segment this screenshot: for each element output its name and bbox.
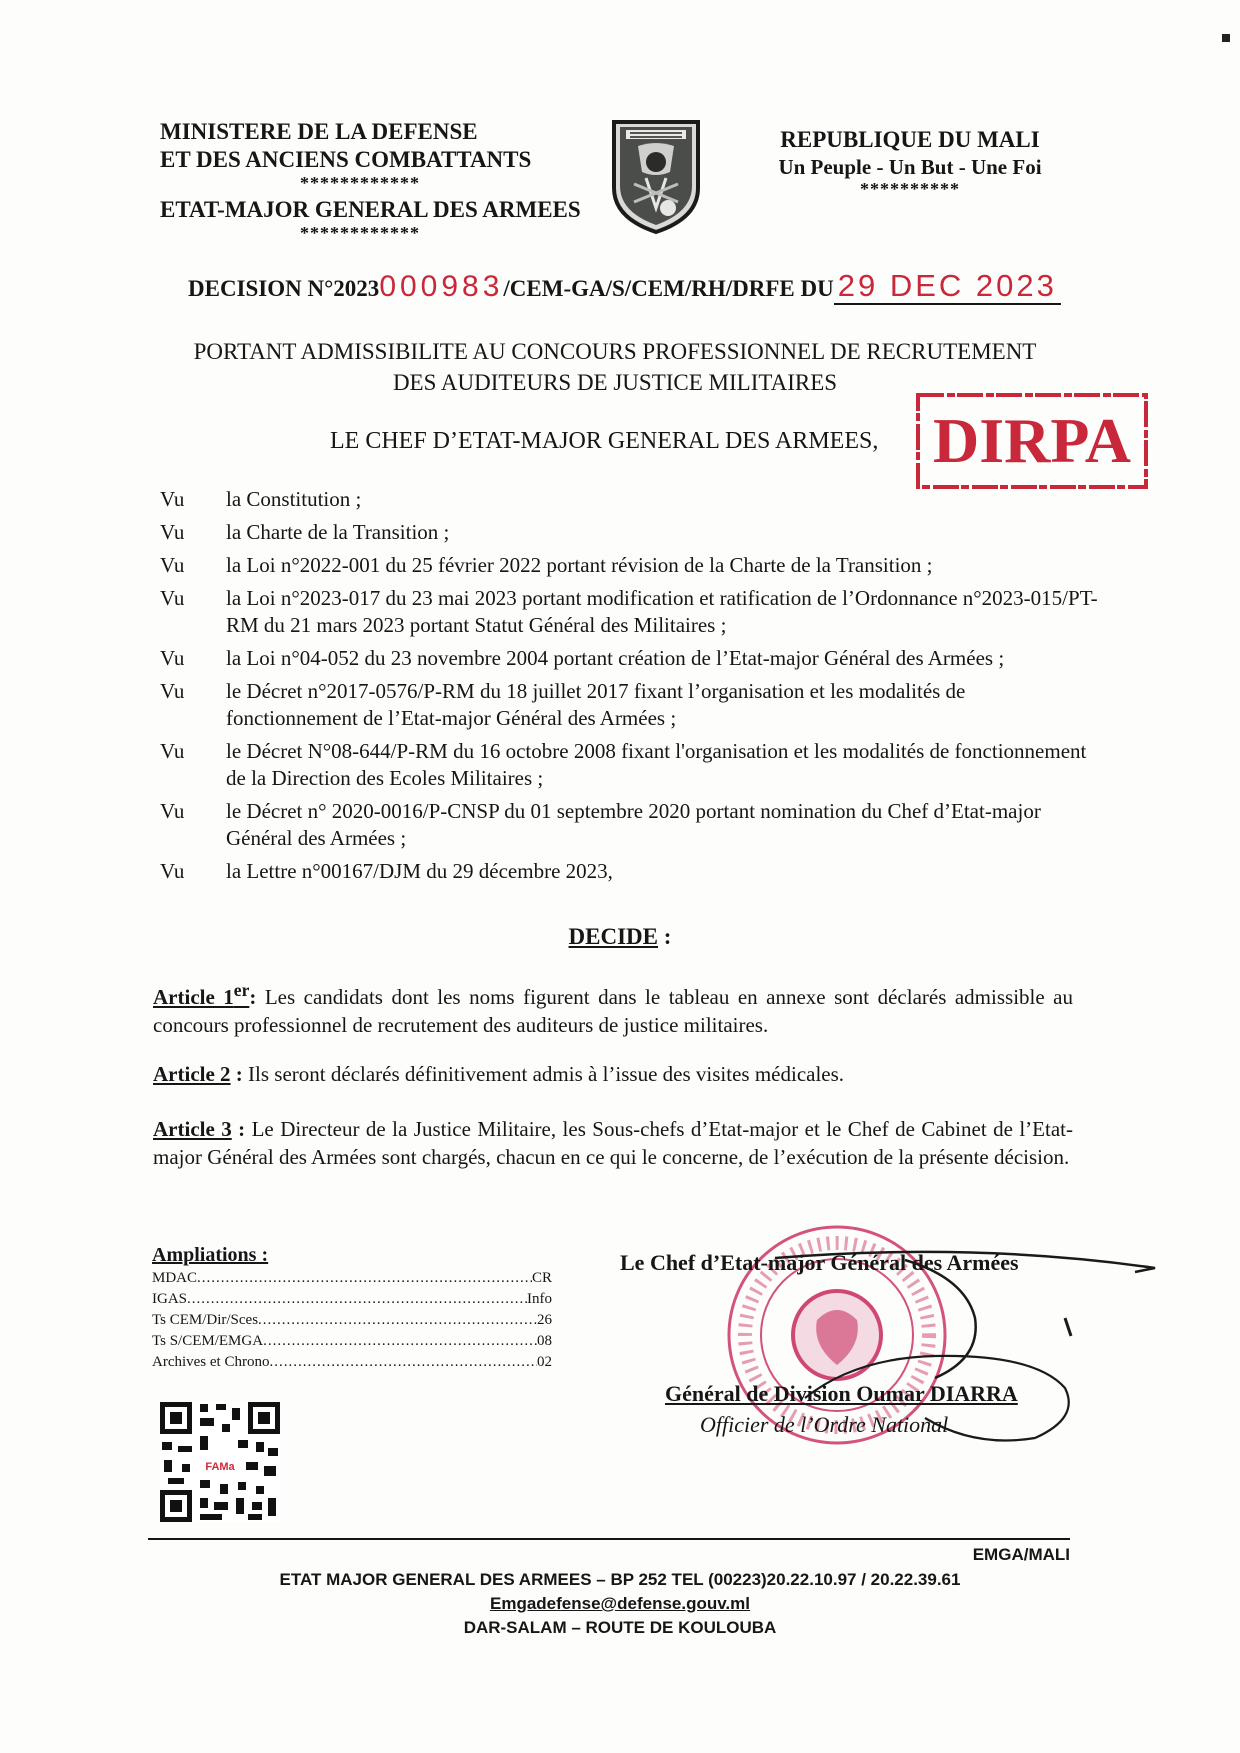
republic-name: REPUBLIQUE DU MALI bbox=[780, 127, 1040, 152]
national-motto: Un Peuple - Un But - Une Foi bbox=[778, 155, 1042, 179]
vu-item bbox=[160, 798, 1100, 852]
scan-mark bbox=[1222, 34, 1230, 42]
dirpa-stamp bbox=[915, 392, 1149, 490]
vu-item bbox=[160, 678, 1100, 732]
article-separator: : bbox=[230, 1062, 249, 1086]
subject-line-1: PORTANT ADMISSIBILITE AU CONCOURS PROFESSIONNEL DE RECRUTEMENT bbox=[193, 339, 1037, 364]
header-stars: ********** bbox=[860, 179, 960, 199]
decide-heading bbox=[0, 924, 1240, 950]
legal-references bbox=[160, 486, 1100, 891]
ministry-line-1: MINISTERE DE LA DEFENSE bbox=[160, 119, 478, 144]
vu-label: Vu bbox=[160, 799, 185, 823]
article-text: Ils seront déclarés définitivement admis à l’issue des visites médicales. bbox=[248, 1062, 845, 1086]
ampliations-title bbox=[152, 1245, 552, 1266]
decision-service: /CEM-GA/S/CEM/RH/DRFE DU bbox=[503, 276, 834, 301]
header-stars: ************ bbox=[300, 223, 420, 243]
header-ministry bbox=[160, 118, 620, 242]
vu-label: Vu bbox=[160, 487, 185, 511]
vu-item bbox=[160, 552, 1100, 579]
footer-location-line: DAR-SALAM – ROUTE DE KOULOUBA bbox=[463, 1618, 777, 1637]
vu-label: Vu bbox=[160, 679, 185, 703]
footer-contact-line: ETAT MAJOR GENERAL DES ARMEES – BP 252 TEL (00223)20.22.10.97 / 20.22.39.61 bbox=[279, 1570, 961, 1589]
ampliations-colon: : bbox=[256, 1244, 269, 1266]
vu-item bbox=[160, 858, 1100, 885]
subject-line-2: DES AUDITEURS DE JUSTICE MILITAIRES bbox=[392, 370, 838, 395]
article-label-sup: er bbox=[233, 980, 250, 1000]
ampliation-row bbox=[152, 1331, 552, 1352]
vu-item bbox=[160, 486, 1100, 513]
article-text: Les candidats dont les noms figurent dans le tableau en annexe sont déclarés admissible au concours professionnel de recrutement des auditeurs de justice militaires. bbox=[153, 985, 1074, 1037]
ampliation-recipient: Archives et Chrono bbox=[152, 1354, 270, 1370]
signer-distinction: Officier de l’Ordre National bbox=[700, 1412, 949, 1437]
vu-text: le Décret N°08-644/P-RM du 16 octobre 2008 fixant l'organisation et les modalités de fonctionnement de la Direction des Ecoles Militaires ; bbox=[226, 739, 1087, 790]
qr-code bbox=[160, 1402, 280, 1522]
vu-label: Vu bbox=[160, 520, 185, 544]
footer-address bbox=[0, 1568, 1240, 1640]
ampliations-list bbox=[152, 1245, 552, 1373]
general-staff-line: ETAT-MAJOR GENERAL DES ARMEES bbox=[160, 197, 581, 222]
vu-item bbox=[160, 519, 1100, 546]
footer-code: EMGA/MALI bbox=[972, 1545, 1070, 1564]
decision-prefix: DECISION N°2023 bbox=[188, 276, 380, 301]
decide-label: DECIDE bbox=[568, 924, 659, 949]
vu-text: le Décret n° 2020-0016/P-CNSP du 01 septembre 2020 portant nomination du Chef d’Etat-major Général des Armées ; bbox=[226, 799, 1041, 850]
leader-dots bbox=[187, 1289, 527, 1310]
article-text: Le Directeur de la Justice Militaire, les Sous-chefs d’Etat-major et le Chef de Cabinet de l’Etat-major Général des Armées sont chargés, chacun en ce qui le concerne, de l’exécution de la présente décision. bbox=[153, 1117, 1073, 1169]
vu-text: la Loi n°2023-017 du 23 mai 2023 portant modification et ratification de l’Ordonnance n°2023-015/PT-RM du 21 mars 2023 portant Statut Général des Militaires ; bbox=[226, 586, 1098, 637]
vu-text: la Lettre n°00167/DJM du 29 décembre 2023, bbox=[226, 859, 613, 883]
decide-suffix: : bbox=[658, 924, 672, 949]
dirpa-stamp-text: DIRPA bbox=[933, 405, 1131, 476]
article-1 bbox=[153, 976, 1073, 1039]
article-2 bbox=[153, 1060, 1073, 1088]
armed-forces-crest-icon bbox=[608, 118, 704, 236]
ampliations-title-text: Ampliations bbox=[152, 1244, 257, 1266]
vu-item bbox=[160, 645, 1100, 672]
article-separator: : bbox=[249, 985, 265, 1009]
leader-dots bbox=[269, 1352, 537, 1373]
footer-email-link[interactable]: Emgadefense@defense.gouv.ml bbox=[490, 1594, 750, 1613]
vu-label: Vu bbox=[160, 553, 185, 577]
leader-dots bbox=[263, 1331, 537, 1352]
vu-item bbox=[160, 585, 1100, 639]
decision-date: 29 DEC 2023 bbox=[834, 268, 1061, 305]
leader-dots bbox=[197, 1268, 532, 1289]
vu-label: Vu bbox=[160, 859, 185, 883]
decision-reference bbox=[188, 268, 1061, 304]
vu-text: la Loi n°2022-001 du 25 février 2022 portant révision de la Charte de la Transition ; bbox=[226, 553, 933, 577]
signer-name: Général de Division Oumar DIARRA bbox=[665, 1381, 1018, 1406]
ampliation-count: 02 bbox=[537, 1354, 552, 1370]
ampliation-recipient: Ts S/CEM/EMGA bbox=[152, 1333, 264, 1349]
vu-item bbox=[160, 738, 1100, 792]
footer-divider bbox=[148, 1538, 1070, 1540]
ampliation-count: 26 bbox=[537, 1312, 552, 1328]
vu-text: la Constitution ; bbox=[226, 487, 362, 511]
authority-title: LE CHEF D’ETAT-MAJOR GENERAL DES ARMEES, bbox=[330, 428, 879, 454]
leader-dots bbox=[258, 1310, 537, 1331]
vu-label: Vu bbox=[160, 646, 185, 670]
ampliation-recipient: Ts CEM/Dir/Sces bbox=[152, 1312, 259, 1328]
ampliation-count: 08 bbox=[537, 1333, 552, 1349]
ampliation-recipient: MDAC bbox=[152, 1270, 198, 1286]
decision-subject bbox=[150, 336, 1080, 398]
vu-text: la Charte de la Transition ; bbox=[226, 520, 450, 544]
vu-text: le Décret n°2017-0576/P-RM du 18 juillet 2017 fixant l’organisation et les modalités de fonctionnement de l’Etat-major Général des Armées ; bbox=[226, 679, 966, 730]
article-label-text: Article 1 bbox=[153, 985, 234, 1009]
header-republic bbox=[745, 126, 1075, 198]
signer-title: Le Chef d’Etat-major Général des Armées bbox=[620, 1250, 1019, 1275]
vu-text: la Loi n°04-052 du 23 novembre 2004 portant création de l’Etat-major Général des Armées ; bbox=[226, 646, 1005, 670]
ampliation-recipient: IGAS bbox=[152, 1291, 188, 1307]
ministry-line-2: ET DES ANCIENS COMBATTANTS bbox=[160, 147, 532, 172]
header-stars: ************ bbox=[300, 173, 420, 193]
article-label bbox=[153, 980, 250, 1009]
article-separator: : bbox=[231, 1117, 252, 1141]
vu-label: Vu bbox=[160, 739, 185, 763]
ampliation-row bbox=[152, 1289, 552, 1310]
article-label: Article 2 bbox=[153, 1062, 231, 1086]
article-3 bbox=[153, 1115, 1073, 1171]
ampliation-row bbox=[152, 1352, 552, 1373]
article-label: Article 3 bbox=[153, 1117, 232, 1141]
ampliation-row bbox=[152, 1268, 552, 1289]
ampliation-count: Info bbox=[527, 1291, 552, 1307]
qr-label: FAMa bbox=[205, 1461, 235, 1473]
decision-number: 000983 bbox=[379, 270, 504, 303]
ampliation-count: CR bbox=[531, 1270, 552, 1286]
ampliation-row bbox=[152, 1310, 552, 1331]
vu-label: Vu bbox=[160, 586, 185, 610]
